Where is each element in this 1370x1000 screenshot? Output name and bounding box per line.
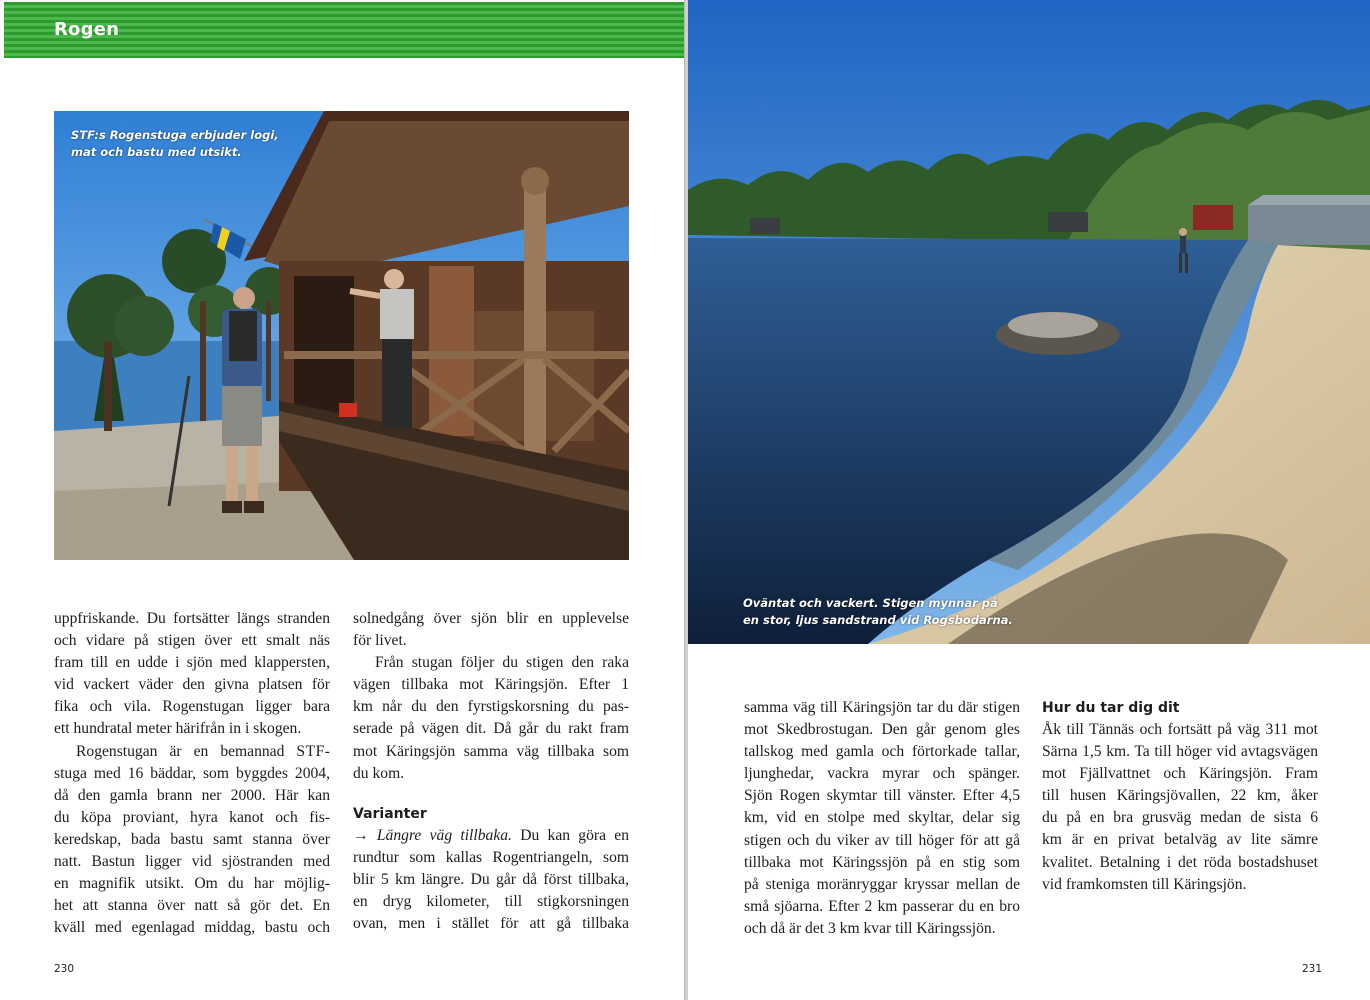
text-line: fika och vila. Rogenstugan ligger bara xyxy=(54,698,330,716)
text-line: en dryg kilometer, till stigkorsningen xyxy=(353,893,629,911)
text-line: serade på vägen dit. Då går du rakt fram xyxy=(353,720,629,738)
rogsbodarna-beach-photo xyxy=(688,0,1370,644)
text-line: blir 5 km längre. Du går då först tillbaka, xyxy=(353,870,629,888)
rogenstuga-photo xyxy=(54,111,629,560)
text-line: ett hundratal meter härifrån in i skogen. xyxy=(54,720,302,738)
text-line: stuga med 16 bäddar, som byggdes 2004, xyxy=(54,764,330,782)
left-text-column-1 xyxy=(54,608,330,939)
variants-heading: Varianter xyxy=(353,805,427,822)
rogenstuga-illustration xyxy=(54,111,629,560)
right-text-column-2 xyxy=(1042,697,1318,896)
text-line: ljunghedar, vackra myrar och spänger. xyxy=(744,765,1020,783)
text-line: på steniga moränryggar kryssar mellan de xyxy=(744,875,1020,893)
text-line: fram till en udde i sjön med klappersten, xyxy=(54,654,330,672)
text-line: km, vid en stolpe med skyltar, delar sig xyxy=(744,809,1020,827)
text-line: mot Käringsjön samma väg tillbaka som xyxy=(353,742,629,760)
photo-caption: STF:s Rogenstuga erbjuder logi, mat och bastu med utsikt. xyxy=(71,128,279,159)
text-line: du köpa proviant, hyra kanot och fis- xyxy=(54,808,330,826)
text-line: Från stugan följer du stigen den raka xyxy=(375,654,629,672)
text-line: km är en privat betalväg av lite sämre xyxy=(1042,831,1318,849)
variant-title: Längre väg tillbaka. xyxy=(376,826,512,844)
text-line: vägen tillbaka mot Käringsjön. Efter 1 xyxy=(353,676,629,694)
text-line: en magnifik utsikt. Om du har möjlig- xyxy=(54,875,330,893)
text-line: du på en bra grusväg medan de sista 6 xyxy=(1042,809,1318,827)
section-banner xyxy=(4,2,684,58)
left-text-column-2 xyxy=(353,608,629,935)
text-line: små sjöarna. Efter 2 km passerar du en bro xyxy=(744,897,1020,915)
text-line: het att stanna över natt så gör det. En xyxy=(54,897,330,915)
text-line: uppfriskande. Du fortsätter längs stranden xyxy=(54,610,330,627)
text-line: ovan, men i stället för att gå tillbaka xyxy=(353,915,629,933)
text-line: samma väg till Käringsjön tar du där stigen xyxy=(744,699,1020,716)
text-line: → Längre väg tillbaka. Du kan göra en xyxy=(353,826,630,844)
text-line: och vidare på stigen över ett smalt näs xyxy=(54,632,330,650)
text-line: km når du den fyrstigskorsning du pas- xyxy=(353,698,629,716)
text-line: vid framkomsten till Käringsjön. xyxy=(1042,875,1247,893)
page-number-left: 230 xyxy=(54,963,75,975)
text-line: stigen och du viker av till höger för att gå xyxy=(744,831,1020,849)
text-line: natt. Bastun ligger vid sjöstranden med xyxy=(54,853,330,871)
text-line: Åk till Tännäs och fortsätt på väg 311 mot xyxy=(1042,721,1318,738)
photo-caption: Oväntat och vackert. Stigen mynnar på en stor, ljus sandstrand vid Rogsbodarna. xyxy=(743,596,1013,627)
text-line: och då är det 3 km kvar till Käringssjön. xyxy=(744,919,996,937)
text-line: kväll med egenlagad middag, bastu och xyxy=(54,919,330,937)
text-line: du kom. xyxy=(353,764,405,782)
text-line: för livet. xyxy=(353,632,407,650)
text-line: Rogenstugan är en bemannad STF- xyxy=(76,742,330,760)
right-text-column-1 xyxy=(744,697,1020,940)
text-line: mot Fjällvattnet och Käringsjön. Fram xyxy=(1042,765,1318,783)
text-line: mot Skedbrostugan. Den går genom gles xyxy=(744,721,1020,739)
page-number-right: 231 xyxy=(1302,963,1323,975)
text-line: till husen Käringsjövallen, 22 km, åker xyxy=(1042,787,1318,805)
text-line: rundtur som kallas Rogentriangeln, som xyxy=(353,848,629,866)
beach-illustration xyxy=(688,0,1370,644)
section-title: Rogen xyxy=(54,19,120,40)
text-line: vid vackert väder den givna platsen för xyxy=(54,676,330,694)
text-line: då den gamla brann ner 2000. Här kan xyxy=(54,786,330,804)
text-line: tillbaka mot Käringssjön på en stig som xyxy=(744,853,1020,871)
text-line: keredskap, bada bastu samt stanna över xyxy=(54,830,330,848)
text-line: Sjön Rogen skymtar till vänster. Efter 4,5 xyxy=(744,787,1020,805)
text-line: solnedgång över sjön blir en upplevelse xyxy=(353,610,629,627)
text-line: kvalitet. Betalning i det röda bostadshuset xyxy=(1042,853,1318,871)
directions-heading: Hur du tar dig dit xyxy=(1042,700,1180,716)
arrow-icon: → xyxy=(353,826,369,844)
right-page xyxy=(688,0,1370,1000)
text-line: tallskog med gamla och förtorkade tallar, xyxy=(744,743,1020,761)
text-line: Särna 1,5 km. Ta till höger vid avtagsvägen xyxy=(1042,743,1318,761)
